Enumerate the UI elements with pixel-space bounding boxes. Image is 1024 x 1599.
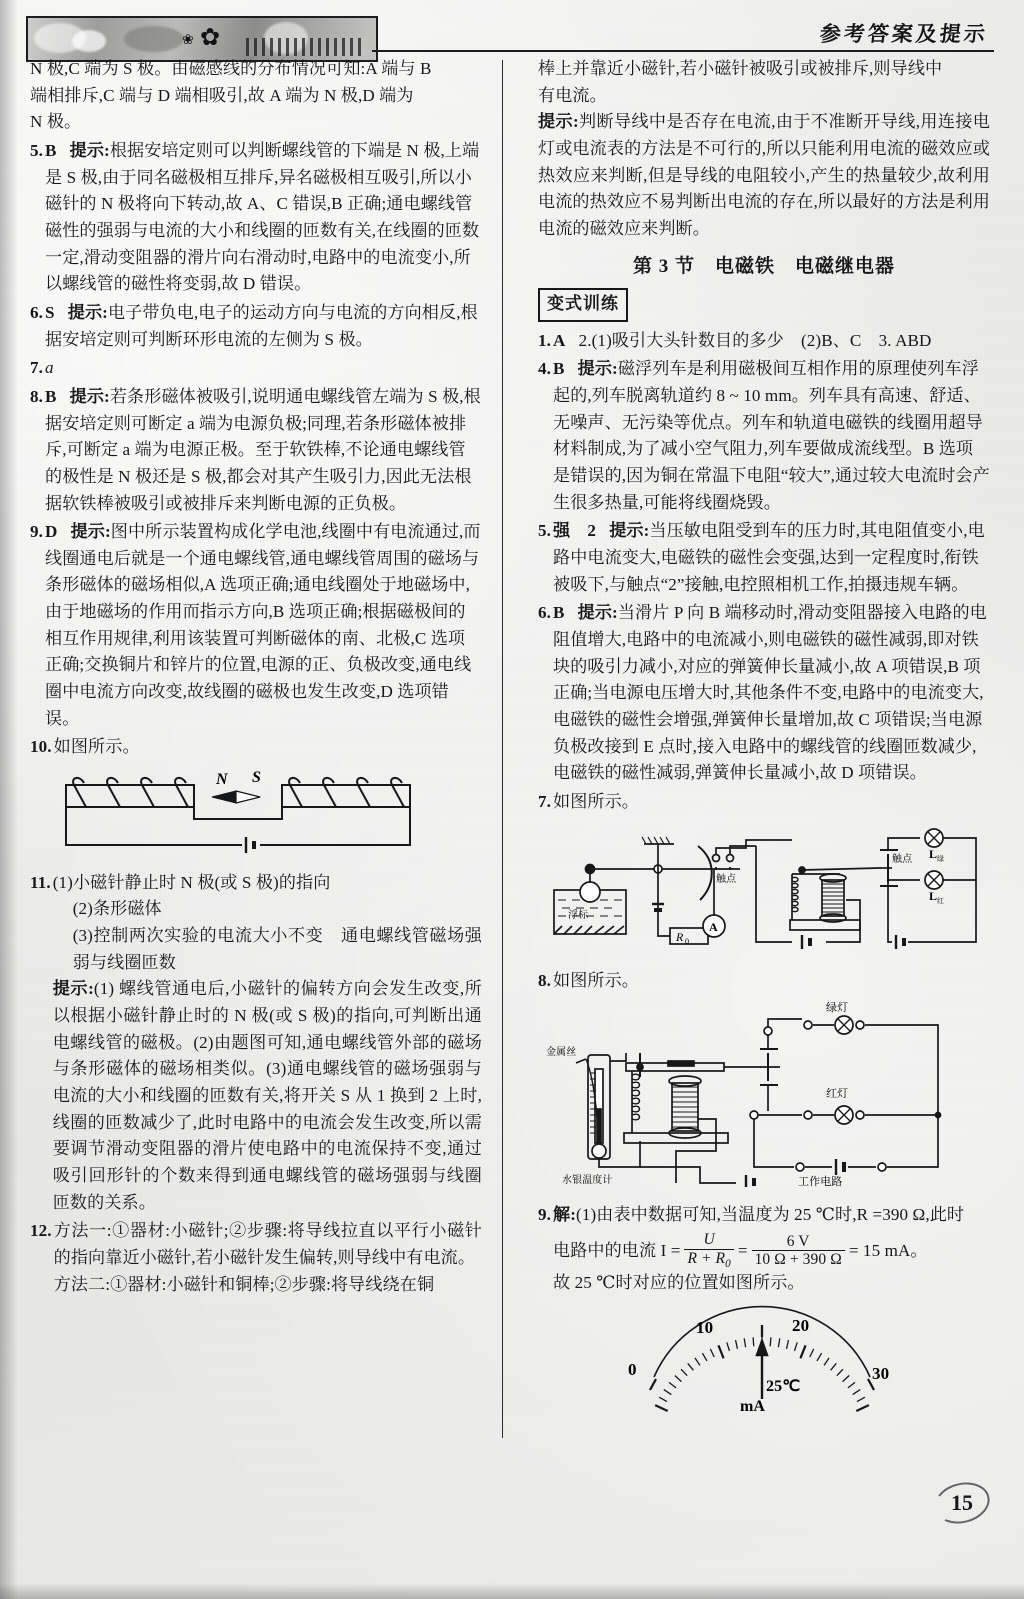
continued-line: 棒上并靠近小磁针,若小磁针被吸引或被排斥,则导线中 [538,59,943,78]
item-number: 5. [538,521,552,541]
item-answer: 如图所示。 [553,971,639,991]
answer-item-9 [30,519,482,732]
fraction-numerator: U [703,1231,715,1249]
item-text: (1) 螺线管通电后,小磁针的偏转方向会发生改变,所以根据小磁针静止时的 N 极(或 S 极)的指向,可判断出通电螺线管的磁极。(2)由题图可知,通电螺线管外部的磁场与条形磁体的磁场相类似。(3)通电螺线管的磁场强弱与电流的大小和线圈的匝数有关,将开关 S 从 1 换到 2 上时,线圈的匝数减少了,此时电路中的电流会发生改变,所以需要调节滑动变阻器的滑片使电路中的电流保持不变,通过吸引回形针的个数来得到通电螺线管的磁场强弱与线圈匝数的关系。 [52,979,482,1212]
fraction-denominator: $R + R_0$ [684,1249,733,1271]
item-number: 8. [538,971,552,991]
answer-item-12 [30,1218,482,1298]
tip-label: 提示: [577,359,618,379]
answer-item-9-right [538,1202,990,1297]
figure-float-switch-relay-circuit [538,822,990,963]
item-number: 9. [30,522,44,542]
butterfly-icon: ❀ [182,33,194,48]
figure-solenoid-compass-circuit [30,767,482,864]
resistor-sub: 0 [685,936,690,946]
compass-needle-icon [212,791,260,803]
compass-label-n: N [216,771,228,789]
item-text: 当滑片 P 向 B 端移动时,滑动变阻器接入电路的电阻值增大,电路中的电流减小,则电磁铁的磁性减弱,即对铁块的吸引力减小,对应的弹簧伸长量减小,故 A 项错误,B 项正确;当电源电压增大时,其他条件不变,电路中的电流变大,电磁铁的磁性会增强,弹簧伸长量增加,故 C 项错误;当电源负极改接到 E 点时,接入电路中的螺线管的线圈匝数减少,电磁铁的磁性减弱,弹簧伸长量减小,故 D 项错误。 [553,603,987,783]
contact-label-2: 触点 [892,853,913,865]
item-text: 若条形磁体被吸引,说明通电螺线管左端为 S 极,根据安培定则可断定 a 端为电源负极;同理,若条形磁体被排斥,可断定 a 端为电源正极。至于软铁棒,不论通电螺线管的极性是 N 极还是 S 极,都会对其产生吸引力,因此无法根据软铁棒被吸引或被排斥来判断电源的正负极。 [45,386,481,513]
item-text: 图中所示装置构成化学电池,线圈中有电流通过,而线圈通电后就是一个通电螺线管,通电螺线管周围的磁场与条形磁体的磁场相似,A 选项正确;通电线圈处于地磁场中,由于地磁场的作用而指示方向,B 选项正确;根据磁极间的相互作用规律,利用该装置可判断磁体的南、北极,C 选项正确;交换铜片和锌片的位置,电源的正、负极改变,通电线圈中电流方向改变,故线圈的磁极也发生改变,D 选项错误。 [45,522,481,728]
lamp-red-sub: 红 [937,897,945,905]
answer-item-5-right [538,518,990,598]
answer-item-6-right [538,600,990,787]
figure-mercury-thermometer-relay-circuit [538,1001,990,1196]
fraction-denominator: 10 Ω + 390 Ω [752,1250,845,1268]
current-formula [553,1231,990,1270]
answer-item-6 [30,300,482,353]
ammeter-label: A [709,919,718,934]
fraction-numerator: 6 V [786,1232,810,1250]
item-text: 电子带负电,电子的运动方向与电流的方向相反,根据安培定则可判断环形电流的左侧为 S 极。 [45,302,478,349]
item-subline: 方法二:①器材:小磁针和铜棒;②步骤:将导线绕在铜 [53,1274,435,1294]
formula-result: = 15 mA。 [848,1240,928,1260]
butterfly-icon: ✿ [200,25,221,51]
tip-label: 提示: [70,522,111,542]
page-edge-shadow-bottom [0,1583,1024,1599]
item-inline-answers: 2.(1)吸引大头针数目的多少 (2)B、C 3. ABD [578,330,932,350]
item-answer: A [553,330,566,350]
answer-item-5 [30,138,482,298]
metal-wire-label: 金属丝 [546,1046,577,1058]
column-divider [502,60,503,1438]
item-number: 1. [538,330,552,350]
tip-label: 提示: [67,302,108,322]
item-subline: (2)条形磁体 [72,899,162,919]
compass-label-s: S [252,769,261,787]
green-lamp-label: 绿灯 [826,1001,849,1014]
item-number: 6. [30,302,44,322]
thermometer-relay-circuit-svg [540,1001,988,1187]
meter-tick-20: 20 [792,1315,810,1335]
tip-label: 提示: [52,979,94,999]
lamp-green-label: L [929,846,938,861]
item-number: 9. [538,1204,552,1224]
section-heading: 第 3 节 电磁铁 电磁继电器 [632,255,895,277]
item-answer: 强 2 [553,521,597,541]
tip-label: 提示: [577,603,618,623]
continued-line: 端相排斥,C 端与 D 端相吸引,故 A 端为 N 极,D 端为 [30,85,414,105]
variant-practice-badge: 变式训练 [538,288,628,322]
page-edge-shadow [0,0,18,1599]
meter-unit-label: mA [740,1397,766,1413]
page-title: 参考答案及提示 [818,22,990,46]
tip-label: 提示: [69,140,110,160]
item-text: 磁浮列车是利用磁极间互相作用的原理使列车浮起的,列车脱离轨道约 8 ~ 10 mm。列车具有高速、舒适、无噪声、无污染等优点。列车和轨道电磁铁的线圈用超导材料制成,为了减小空气阻力,列车要做成流线型。B 选项是错误的,因为铜在常温下电阻“较大”,通过较大电流时会产生很多热量,可能将线圈烧毁。 [553,359,990,512]
figure-milliammeter-scale [538,1303,990,1422]
banner-blob [124,26,184,52]
banner-blob [72,30,106,52]
tip-text: 判断导线中是否存在电流,由于不准断开导线,用连接电灯或电流表的方法是不可行的,所以只能利用电流的磁效应或热效应来判断,但是导线的电阻较小,产生的热量较少,故利用电流的热效应不易判断出电流的存在,所以最好的方法是利用电流的磁效应来判断。 [538,112,990,238]
item-number: 5. [30,140,44,160]
meter-tick-30: 30 [872,1363,890,1383]
item-answer: B [553,359,565,379]
left-column [30,56,482,1298]
item-answer: B [45,386,57,406]
resistor-label: R [676,929,684,944]
item-answer: S [45,302,55,322]
red-lamp-label: 红灯 [826,1087,849,1100]
page-number: 15 [934,1483,990,1523]
item-number: 12. [30,1221,52,1241]
header-rule [372,50,994,52]
lamp-red-label: L [929,888,938,903]
item-text-after: 故 25 ℃时对应的位置如图所示。 [553,1273,805,1293]
item-subline: (1)小磁针静止时 N 极(或 S 极)的指向 [52,872,331,892]
float-tank-label: 浮标 [568,909,589,921]
answer-item-4 [538,356,990,516]
answer-item-7-right [538,789,990,816]
item-number: 4. [538,359,552,379]
item-answer: 解: [553,1204,577,1224]
answer-item-1 [538,328,990,355]
item-number: 10. [30,737,52,757]
meter-tick-10: 10 [696,1317,714,1337]
item-subline: 方法一:①器材:小磁针;②步骤:将导线拉直以平行小磁针的指向靠近小磁针,若小磁针发生偏转,则导线中有电流。 [53,1221,482,1267]
tip-label: 提示: [538,112,579,132]
item-number: 7. [538,791,552,811]
item-answer: B [45,140,57,160]
item-answer: a [45,358,54,378]
equals-sign-1: = [737,1240,748,1260]
lamp-green-sub: 绿 [937,855,945,863]
answer-item-7 [30,355,482,382]
answer-item-8-right [538,968,990,995]
item-number: 8. [30,386,44,406]
continued-line: N 极,C 端为 S 极。由磁感线的分布情况可知:A 端与 B [30,59,432,78]
continued-line: N 极。 [30,112,82,132]
answer-item-8 [30,384,482,517]
mercury-thermometer-label: 水银温度计 [562,1174,613,1186]
meter-pointer-label: 25℃ [766,1377,801,1395]
meter-tick-0: 0 [628,1359,637,1379]
fraction-values [752,1233,845,1269]
tip-label: 提示: [609,521,650,541]
item-number: 6. [538,603,552,623]
float-relay-circuit-svg [540,822,988,954]
skyline-icon [246,38,366,56]
answer-item-11 [30,870,482,1217]
working-circuit-label: 工作电路 [798,1175,843,1187]
answer-item-10 [30,734,482,761]
tip-label: 提示: [69,386,110,406]
milliammeter-svg [614,1303,914,1413]
solenoid-circuit-svg [46,767,466,855]
contact-label-1: 触点 [716,873,737,885]
fraction-u-over-r [684,1231,733,1270]
item-answer: D [45,522,58,542]
item-answer: B [553,603,565,623]
item-subline: (3)控制两次实验的电流大小不变 通电螺线管磁场强弱与线圈匝数 [72,926,482,972]
item-text: 当压敏电阻受到车的压力时,其电阻值变小,电路中电流变大,电磁铁的磁性会变强,达到一定程度时,衔铁被吸下,与触点“2”接触,电控照相机工作,拍摄违规车辆。 [553,521,985,594]
item-answer: 如图所示。 [53,737,140,757]
item-number: 11. [30,872,51,892]
item-number: 7. [30,358,44,378]
continued-line: 有电流。 [538,85,607,105]
item-text-before: (1)由表中数据可知,当温度为 25 ℃时,R =390 Ω,此时 [576,1204,965,1224]
item-answer: 如图所示。 [553,791,639,811]
right-column [538,56,990,1427]
item-text: 根据安培定则可以判断螺线管的下端是 N 极,上端是 S 极,由于同名磁极相互排斥,异名磁极相互吸引,所以小磁针的 N 极将向下转动,故 A、C 错误,B 正确;通电螺线管磁性的强弱与电流的大小和线圈的匝数有关,在线圈的匝数一定,滑动变阻器的滑片向右滑动时,电路中的电流变小,所以螺线管的磁性将变弱,故 D 错误。 [45,140,480,294]
formula-prefix: 电路中的电流 I = [553,1240,681,1260]
